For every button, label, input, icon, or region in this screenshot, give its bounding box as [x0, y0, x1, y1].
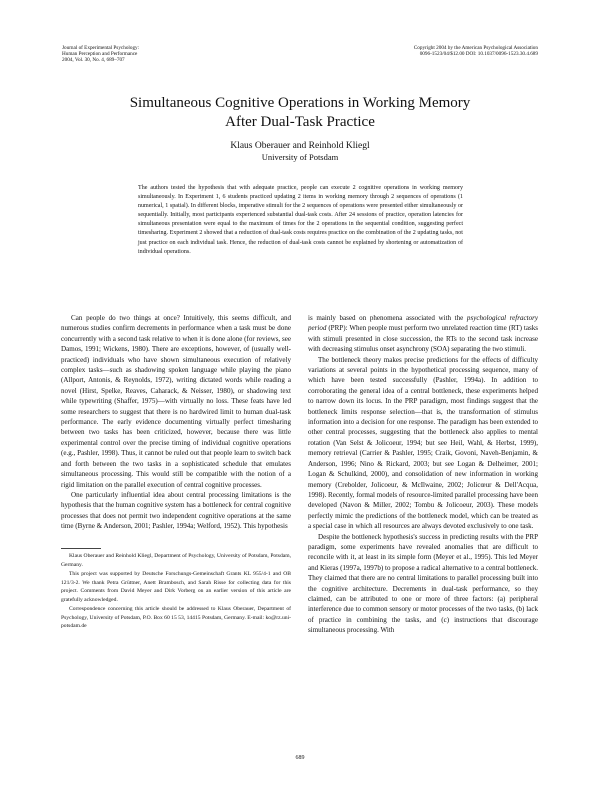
- body-paragraph: Despite the bottleneck hypothesis's success in predicting results with the PRP paradigm, some experiments have revealed anomalies that are difficult to reconcile with it, at least in its simple form (Meyer et al., 1995). This led Meyer and Kieras (1997a, 1997b) to propose a radical alternative to a central bottleneck. They claimed that there are no central limitations to parallel processing built into the cognitive architecture. Decrements in dual-task performance, so they claimed, can be attributed to one or more of three factors: (a) peripheral interference due to common sensory or motor processes of the two tasks, (b) lack of practice in combining the tasks, and (c) instructions that discourage simultaneous processing. With: [308, 532, 538, 635]
- title-line-1: Simultaneous Cognitive Operations in Working Memory: [129, 95, 471, 111]
- author-note-funding: This project was supported by Deutsche Forschungs-Gemeinschaft Grants KL 955/4-1 and OB 121/3-2. We thank Petra Grüttner, Anett Brambosch, and Sarah Risse for collecting data for this project. Comments from David Meyer and Dirk Vorberg on an earlier version of this article are gratefully acknowledged.: [61, 571, 291, 603]
- copyright-line: Copyright 2004 by the American Psychological Association: [413, 45, 538, 51]
- author-affiliation: University of Potsdam: [261, 152, 339, 162]
- journal-name: Journal of Experimental Psychology:: [62, 45, 140, 51]
- body-column-right: [308, 313, 538, 636]
- article-title: [60, 94, 540, 132]
- journal-citation-header: [62, 45, 252, 64]
- emphasized-term: psychological refractory period: [308, 314, 538, 333]
- title-line-2: After Dual-Task Practice: [225, 114, 375, 130]
- copyright-header: [288, 45, 538, 57]
- author-names: Klaus Oberauer and Reinhold Kliegl: [230, 141, 370, 151]
- journal-volume: 2004, Vol. 30, No. 4, 689–707: [62, 57, 125, 64]
- page-number: 689: [295, 755, 305, 761]
- author-note-correspondence: Correspondence concerning this article should be addressed to Klaus Oberauer, Department of Psychology, University of Potsdam, P.O. Box 60 15 53, 14415 Potsdam, Germany. E-mail: ko@rz.uni-potsdam.de: [61, 606, 291, 629]
- body-paragraph: Can people do two things at once? Intuitively, this seems difficult, and numerous studies confirm decrements in performance when a task must be done concurrently with a second task relative to when it is done alone (for reviews, see Damos, 1991; Wickens, 1980). There are exceptions, however, of (usually well-practiced) individuals who have shown simultaneous execution of relatively complex tasks—such as shadowing spoken language while playing the piano (Allport, Antonis, & Reynolds, 1972), writing dictated words while reading a novel (Hirst, Spelke, Reaves, Caharack, & Neisser, 1980), or shadowing text while typewriting (Shaffer, 1975)—with virtually no loss. These feats have led some researchers to suggest that there is no hardwired limit to human dual-task performance. The early evidence documenting virtually perfect timesharing between two tasks has been criticized, however, because there was little experimental control over the precise timing of individual cognitive operations (e.g., Pashler, 1998). Thus, it cannot be ruled out that people learn to switch back and forth between the two tasks in a sophisticated schedule that emulates simultaneous processing. This would still be compatible with the notion of a rigid limitation on the parallel execution of central cognitive processes.: [61, 314, 291, 489]
- body-paragraph: is mainly based on phenomena associated with the psychological refractory period (PRP): When people must perform two unrelated reaction time (RT) tasks with stimuli presented in close succession, the RTs to the second task increase with decreasing stimulus onset asynchrony (SOA) separating the two stimuli.: [308, 314, 538, 354]
- body-column-left: [61, 313, 291, 532]
- author-note: [61, 552, 291, 632]
- doi-line: 0096-1523/04/$12.00 DOI: 10.1037/0096-1523.30.4.689: [419, 51, 538, 58]
- journal-subtitle: Human Perception and Performance: [62, 51, 138, 58]
- body-paragraph: One particularly influential idea about central processing limitations is the hypothesis that the human cognitive system has a bottleneck for central cognitive processes that does not permit two independent cognitive operations at the same time (Byrne & Anderson, 2001; Pashler, 1994a; Welford, 1952). This hypothesis: [61, 490, 291, 531]
- abstract: The authors tested the hypothesis that with adequate practice, people can execute 2 cognitive operations in working memory simultaneously. In Experiment 1, 6 students practiced updating 2 items in working memory through 2 sequences of operations (1 numerical, 1 spatial). In different blocks, imperative stimuli for the 2 sequences of operations were presented either simultaneously or sequentially. Initially, most participants experienced substantial dual-task costs. After 24 sessions of practice, operation latencies for simultaneous presentation were equal to the maximum of times for the 2 operations in the sequential condition, suggesting perfect timesharing. Experiment 2 showed that a reduction of dual-task costs requires practice on the combination of the 2 updating tasks, not just practice on each individual task. Hence, the reduction of dual-task costs cannot be explained by shortening or automatization of individual operations.: [138, 185, 463, 255]
- body-paragraph: The bottleneck theory makes precise predictions for the effects of difficulty variations at several points in the hypothetical processing sequence, many of which have been tested successfully (Pashler, 1994a). In addition to corroborating the general idea of a central bottleneck, these experiments helped to narrow down its locus. In the PRP paradigm, most findings suggest that the bottleneck limits response selection—that is, the transformation of stimulus information into a decision for one response. The paradigm has been extended to other central processes, suggesting that the bottleneck also applies to mental rotation (Van Selst & Jolicoeur, 1994; but see Heil, Wahl, & Herbst, 1999), memory retrieval (Carrier & Pashler, 1995; Craik, Govoni, Naveh-Benjamin, & Anderson, 1996; Nino & Rickard, 2003; but see Logan & Delheimer, 2001; Logan & Schulkind, 2000), and consolidation of new information in working memory (Crebolder, Jolicoeur, & McIlwaine, 2002; Jolicœur & Dell'Acqua, 1998). Recently, formal models of resource-limited parallel processing have been developed (Navon & Miller, 2002; Tombu & Jolicoeur, 2003). These models perfectly mimic the predictions of the bottleneck model, which can be treated as a special case in which all resources are always devoted exclusively to one task.: [308, 355, 538, 531]
- author-note-affiliation: Klaus Oberauer and Reinhold Kliegl, Department of Psychology, University of Potsdam, Potsdam, Germany.: [61, 553, 291, 568]
- footnote-divider: [61, 548, 101, 549]
